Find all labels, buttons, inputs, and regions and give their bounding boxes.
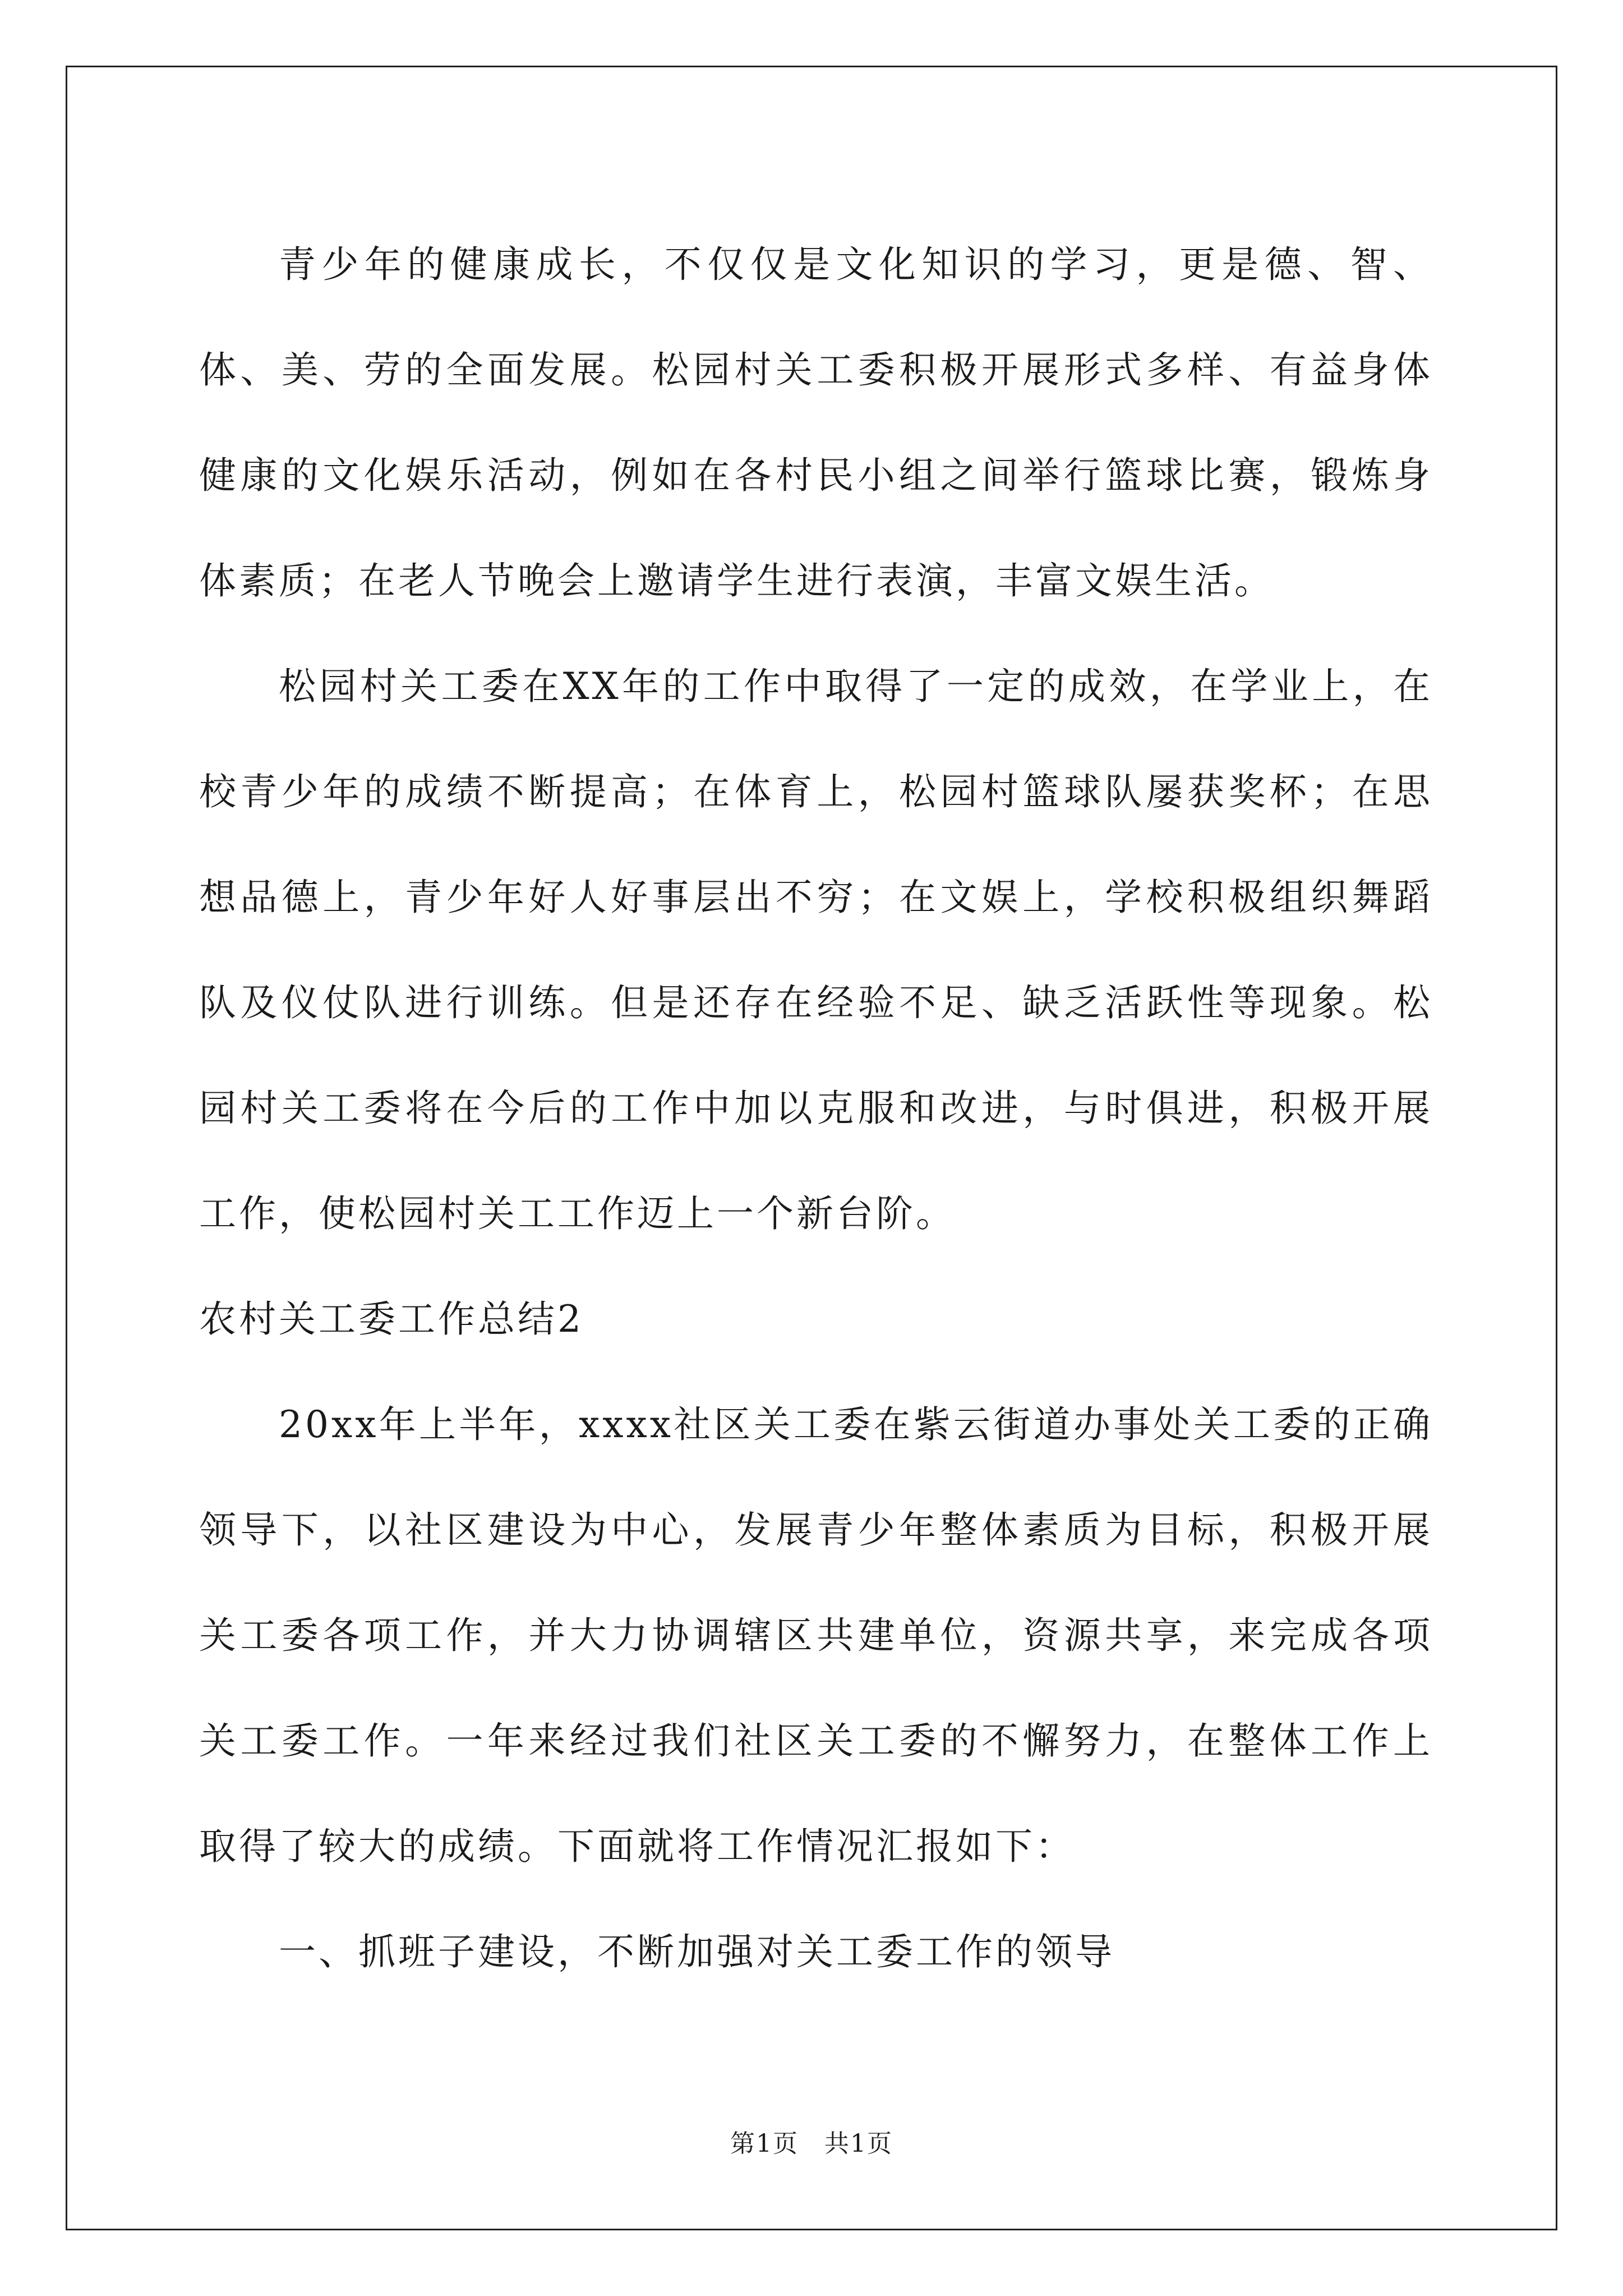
paragraph-health-growth: 青少年的健康成长，不仅仅是文化知识的学习，更是德、智、体、美、劳的全面发展。松园村关工委积极开展形式多样、有益身体健康的文化娱乐活动，例如在各村民小组之间举行篮球比赛，锻炼身体素质；在老人节晚会上邀请学生进行表演，丰富文娱生活。 [199, 243, 1433, 602]
paragraph-first-half-summary: 20xx年上半年，xxxx社区关工委在紫云街道办事处关工委的正确领导下，以社区建设为中心，发展青少年整体素质为目标，积极开展关工委各项工作，并大力协调辖区共建单位，资源共享，来完成各项关工委工作。一年来经过我们社区关工委的不懈努力，在整体工作上取得了较大的成绩。下面就将工作情况汇报如下： [199, 1403, 1433, 1868]
page-footer [0, 2123, 1623, 2159]
section-heading: 农村关工委工作总结2 [199, 1297, 584, 1341]
subheading-leadership: 一、抓班子建设，不断加强对关工委工作的领导 [279, 1930, 1115, 1973]
page-total: 共1页 [824, 2129, 893, 2158]
document-body [199, 212, 1433, 2005]
paragraph-achievements: 松园村关工委在XX年的工作中取得了一定的成效，在学业上，在校青少年的成绩不断提高；在体育上，松园村篮球队屡获奖杯；在思想品德上，青少年好人好事层出不穷；在文娱上，学校积极组织舞蹈队及仪仗队进行训练。但是还存在经验不足、缺乏活跃性等现象。松园村关工委将在今后的工作中加以克服和改进，与时俱进，积极开展工作，使松园村关工工作迈上一个新台阶。 [199, 665, 1433, 1235]
page-number: 第1页 [730, 2129, 799, 2158]
